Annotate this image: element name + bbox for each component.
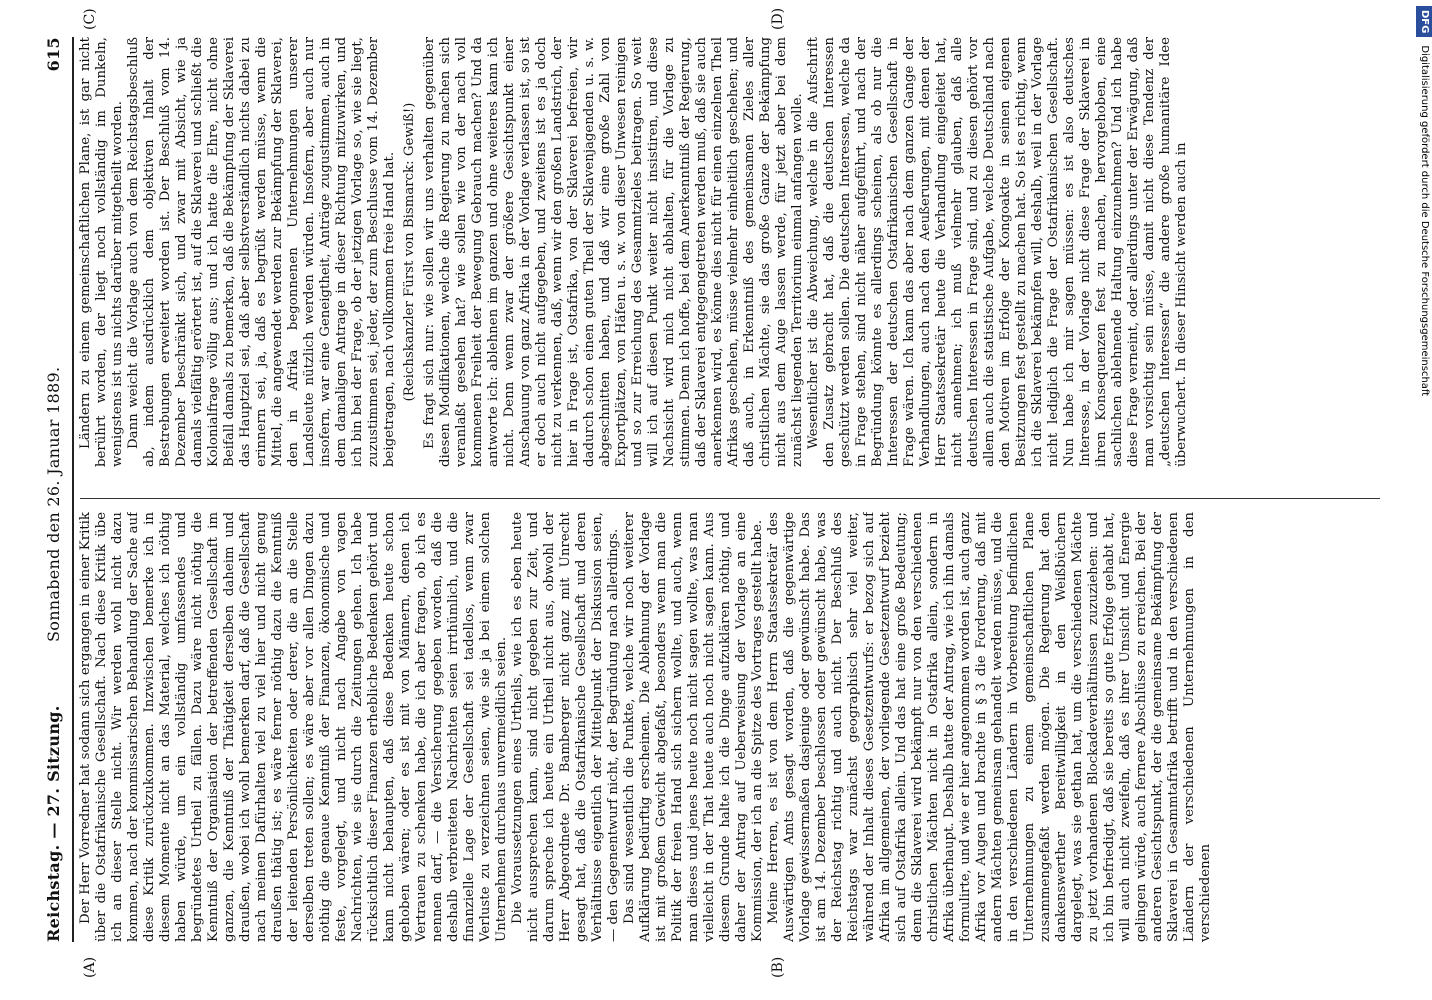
dfg-sidebar bbox=[1416, 0, 1432, 1000]
margin-mark-a: (A) bbox=[82, 956, 98, 978]
paragraph: Dann weicht die Vorlage auch von dem Reichstagsbeschluß ab, indem ausdrücklich dem objektiven Inhalt der Bestrebungen erweitert worden ist. Der Beschluß vom 14. Dezember beschränkt sich, und zwar mit Absicht, wie ja damals vielfältig erörtert ist, auf die Sklaverei und schließt die Kolonialfrage völlig aus; und ich hatte die Ehre, nicht ohne Beifall damals zu bemerken, daß die Bekämpfung der Sklaverei das Hauptziel sei, daß aber selbstverständlich nichts dabei zu erinnern sei, ja, daß es begrüßt werden müsse, wenn die Mittel, die angewendet werden zur Bekämpfung der Sklaverei, den in Afrika begonnenen Unternehmungen unserer Landsleute nützlich werden würden. Insofern, aber auch nur insofern, war eine Geneigtheit, Anträge zugustimmen, auch in dem damaligen Antrage in dieser Richtung mitzuwirken, und ich bin bei der Frage, ob der jetzigen Vorlage so, wie sie liegt, zuzustimmen sei, jeder, der zum Beschlusse vom 14. Dezember beigetragen, nach vollkommen freie Hand hat. bbox=[126, 37, 397, 467]
column-divider bbox=[80, 498, 1380, 499]
margin-mark-d: (D) bbox=[770, 7, 786, 30]
page-number: 615 bbox=[44, 37, 63, 72]
right-column bbox=[78, 37, 1398, 467]
paragraph: Die Voraussetzungen eines Urtheils, wie ich es eben heute nicht aussprechen kann, sind nicht gegeben zur Zeit, und darum spreche ich heute ein Urtheil nicht aus, obwohl der Herr Abgeordnete Dr. Bamberger nicht ganz mit Unrecht gesagt hat, daß die Ostafrikanische Gesellschaft und deren Verhältnisse eigentlich der Mittelpunkt der Diskussion seien, — den Gegenentwurf nicht, der Begründung nach allerdings. bbox=[510, 512, 621, 942]
interjection: (Reichskanzler Fürst von Bismarck: Gewiß!) bbox=[402, 102, 417, 402]
left-column bbox=[78, 512, 1398, 942]
dfg-credit-text: Digitalisierung gefördert durch die Deutsche Forschungsgemeinschaft bbox=[1419, 45, 1430, 397]
paragraph: Meine Herren, es ist von dem Herrn Staatssekretär des Auswärtigen Amts gesagt worden, daß die gegenwärtige Vorlage gewissermaßen dasjenige oder gewünscht habe. Das ist am 14. Dezember beschlossen oder gewünscht habe, was der Reichstag richtig und auch nicht. Der Beschluß des Reichstags war zunächst geographisch sehr viel weiter, während der Inhalt dieses Gesetzentwurfs: er bezog sich auf Afrika im allgemeinen, der vorliegende Gesetzentwurf bezieht sich auf Ostafrika allein. Und das hat eine große Bedeutung; denn die Sklaverei wird bekämpft nur von den verschiedenen christlichen Mächten nicht in Ostafrika allein, sondern in Afrika überhaupt. Deshalb hatte der Antrag, wie ich ihn damals formulirte, und wie er hier angenommen worden ist, auch ganz Afrika vor Augen und brachte in § 3 die Forderung, daß mit andern Mächten gemeinsam gehandelt werden müsse, und die in den verschiedenen Ländern in Vorbereitung befindlichen Unternehmungen zu einem gemeinschaftlichen Plane zusammengefaßt werden mögen. Die Regierung hat den dankenswerther Bereitwilligkeit in den Weißbüchern dargelegt, was sie gethan hat, um die verschiedenen Mächte zu jetzt vorhandenen Blockadeverhältnissen zuzuziehen: und ich bin befriedigt, daß sie bereits so gute Erfolge gehabt hat, will auch nicht zweifeln, daß es ihrer Umsicht und Energie gelingen würde, auch fernere Abschlüsse zu erreichen. Bei der anderen Gesichtspunkt, der die gemeinsame Bekämpfung der Sklaverei in Gesammtafrika betrifft und in den verschiedenen Ländern der verschiedenen Unternehmungen in den verschiedenen bbox=[766, 512, 1213, 942]
header-rule bbox=[72, 37, 74, 942]
paragraph: Es fragt sich nur: wie sollen wir uns verhalten gegenüber diesen Modifikationen, welche die Regierung zu machen sich veranlaßt gesehen hat? wie sollen wie von der nach voll kommenen Freiheit der Bewegung Gebrauch machen? Und da antworte ich: ablehnen im ganzen und ohne weiteres kann ich nicht. Denn wenn zwar der größere Gesichtspunkt einer Anschauung von ganz Afrika in der Vorlage verlassen ist, so ist er doch auch nicht aufgegeben, und zweitens ist es ja doch nicht zu verkennen, daß, wenn wir den großen Landstrich, der hier in Frage ist, Ostafrika, von der Sklaverei befreien, wir dadurch schon einen guten Theil der Sklavenjagenden u. s. w. abgeschnitten haben, und daß wir eine große Zahl von Exportplätzen, von Häfen u. s. w. von dieser Unwesen reinigen und so zur Erreichung des Gesammtzieles beitragen. So weit will ich auf diesen Punkt weiter nicht insistiren, und diese Nachsicht wird mich nicht abhalten, für die Vorlage zu stimmen. Denn ich hoffe, bei dem Anerkenntniß der Regierung, daß der Sklaverei entgegengetreten werden muß, daß sie auch anerkennen wird, es könne dies nicht für einen einzelnen Theil Afrikas geschehen, müsse vielmehr einheitlich geschehen; und daß auch, in Erkenntniß des gemeinsamen Zieles aller christlichen Mächte, sie das große Ganze der Bekämpfung nicht aus dem Auge lassen werde, für jetzt aber bei dem zunächst liegenden Territorium einmal anfangen wolle. bbox=[422, 37, 805, 467]
margin-mark-b: (B) bbox=[770, 956, 786, 978]
page-header bbox=[44, 37, 68, 942]
dfg-logo: DFG bbox=[1416, 6, 1432, 37]
header-left: Reichstag. — 27. Sitzung. bbox=[44, 705, 63, 942]
paragraph: Ländern zu einem gemeinschaftlichen Plane, ist gar nicht berührt worden, der liegt noch vollständig im Dunkeln, wenigstens ist uns nichts darüber mitgetheilt worden. bbox=[78, 37, 125, 467]
paragraph: Wesentlicher ist die Abweichung, welche in die Aufschrift den Zusatz gebracht hat, daß die deutschen Interessen geschützt werden sollen. Die deutschen Interessen, welche da in Frage stehen, sind nicht näher aufgeführt, und nach der Begründung könnte es allerdings scheinen, als ob nur die Interessen der deutschen Ostafrikanischen Gesellschaft in Frage wären. Ich kann das aber nach dem ganzen Gange der Verhandlungen, auch nach den Aeußerungen, mit denen der Herr Staatssekretär heute die Verhandlung eingeleitet hat, nicht annehmen; ich muß vielmehr glauben, daß alle deutschen Interessen in Frage sind, und zu diesen gehört vor allem auch die statistische Aufgabe, welche Deutschland nach den Motiven im Erfolge der Kongoakte in seinen eigenen Besitzungen fest gestellt zu machen hat. So ist es richtig, wenn ich die Sklaverei bekämpfen will, deshalb, weil in der Vorlage nicht lediglich die Frage der Ostafrikanischen Gesellschaft. Nun habe ich mir sagen müssen: es ist also deutsches Interesse, in der Vorlage nicht diese Frage der Sklaverei in ihren Konsequenzen fest zu machen, hervorgehoben, eine sachlichen ablehnende Haltung einzunehmen? Und ich habe diese Frage verneint, oder allerdings unter der Erwägung, daß man vorsichtig sein müsse, damit nicht diese Tendenz der „deutschen Interessen“ die andere große humanitäre Idee überwuchert. In dieser Hinsicht werden auch in bbox=[806, 37, 1189, 467]
paragraph: Der Herr Vorredner hat sodann sich ergangen in einer Kritik über die Ostafrikanische Gesellschaft. Nach diese Kritik übe ich an dieser Stelle nicht. Wir werden wohl nicht dazu kommen, nach der kommissarischen Behandlung der Sache auf diese Kritik zurückzukommen. Inzwischen bemerke ich in diesem Momente nicht an das Material, welches ich nöthig haben würde, um ein vollständig umfassendes und begründetes Urtheil zu fällen. Dazu wäre nicht nöthig die Kenntniß der Organisation der betreffenden Gesellschaft im ganzen, die Kenntniß der Thätigkeit derselben daheim und draußen, wobei ich wohl bemerken darf, daß die Gesellschaft nach meinen Dafürhalten viel zu viel hier und nicht genug draußen thätig ist; es wäre ferner nöthig dazu die Kenntniß der leitenden Persönlichkeiten oder derer, die an die Stelle derselben treten sollen; es wäre aber vor allen Dingen dazu nöthig die genaue Kenntniß der Finanzen, ökonomische und feste, vorgelegt, und nicht nach Angabe von vagen Nachrichten, wie sie durch die Zeitungen gehen. Ich habe rücksichtlich dieser Finanzen erhebliche Bedenken gehört und kann nicht behaupten, daß diese Bedenken heute schon gehoben wären; oder es ist mit von Männern, denen ich Vertrauen zu schenken habe, die ich aber fragen, ob ich es nennen darf, — die Versicherung gegeben worden, daß die deshalb verbreiteten Nachrichten seien irrthümlich, und die finanzielle Lage der Gesellschaft sei tadellos, wenn zwar Verluste zu verzeichnen seien, wie sie ja bei einem solchen Unternehmen durchaus unvermeidlich seien. bbox=[78, 512, 509, 942]
paragraph: Das sind wesentlich die Punkte, welche wir noch weiterer Aufklärung bedürftig erscheinen. Die Ablehnung der Vorlage ist mit großem Gewicht abgefaßt, besonders wenn man die Politik der freien Hand sich sichern wollte, und auch, wenn man dieses und jenes heute noch nicht sagen wollte, was man vielleicht in der That heute auch noch nicht sagen kann. Aus diesem Grunde halte ich die Dinge aufzuklären nöthig, und daher der Antrag auf Ueberweisung der Vorlage an eine Kommission, der ich an die Spitze des Vortrages gestellt habe. bbox=[622, 512, 765, 942]
header-date: Sonnabend den 26. Januar 1889. bbox=[44, 366, 63, 642]
margin-mark-c: (C) bbox=[82, 8, 98, 30]
